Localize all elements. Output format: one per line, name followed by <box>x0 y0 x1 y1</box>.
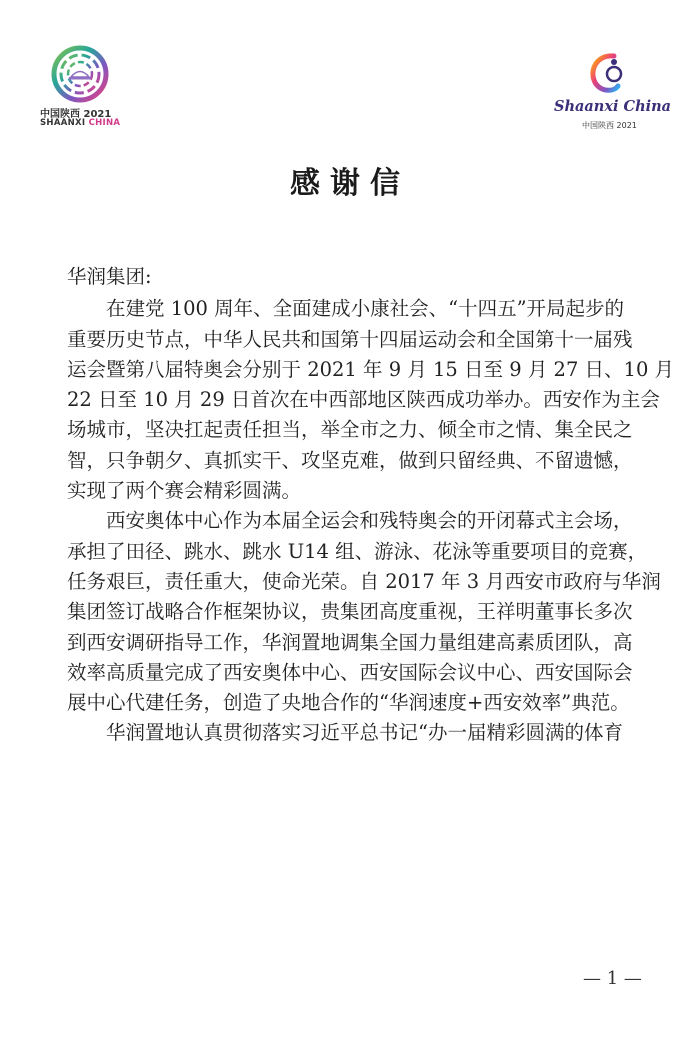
left-logo-en-main: SHAANXI <box>40 118 86 128</box>
games-logo-left <box>30 44 130 134</box>
document-title: 感谢信 <box>290 166 410 201</box>
letter-body <box>67 262 675 749</box>
left-logo-en-accent: CHINA <box>88 118 121 128</box>
body-line: 承担了田径、跳水、跳水 U14 组、游泳、花泳等重要项目的竞赛， <box>67 539 648 563</box>
body-line: 集团签订战略合作框架协议，贵集团高度重视，王祥明董事长多次 <box>67 600 633 624</box>
right-logo-script-text: Shaanxi China <box>554 98 672 115</box>
body-line: 到西安调研指导工作，华润置地调集全国力量组建高素质团队，高 <box>67 630 633 654</box>
body-line: 华润置地认真贯彻落实习近平总书记“办一届精彩圆满的体育 <box>67 721 623 745</box>
games-logo-right <box>548 50 670 134</box>
body-line: 在建党 100 周年、全面建成小康社会、“十四五”开局起步的 <box>67 297 625 321</box>
paralympic-games-emblem-icon <box>584 50 630 96</box>
body-line: 实现了两个赛会精彩圆满。 <box>67 479 302 503</box>
left-logo-cn-text: 中国陕西 2021 <box>40 109 112 120</box>
shaanxi-2021-games-emblem-icon <box>49 44 111 104</box>
body-line: 智，只争朝夕、真抓实干、攻坚克难，做到只留经典、不留遗憾， <box>67 448 633 472</box>
body-line: 22 日至 10 月 29 日首次在中西部地区陕西成功举办。西安作为主会 <box>67 388 660 412</box>
body-line: 任务艰巨，责任重大，使命光荣。自 2017 年 3 月西安市政府与华润 <box>67 569 661 593</box>
body-line: 重要历史节点，中华人民共和国第十四届运动会和全国第十一届残 <box>67 327 633 351</box>
body-line: 效率高质量完成了西安奥体中心、西安国际会议中心、西安国际会 <box>67 660 633 684</box>
salutation: 华润集团: <box>67 265 152 288</box>
right-logo-subtext: 中国陕西 2021 <box>582 121 637 130</box>
page-number: — 1 — <box>583 968 642 989</box>
left-logo-en-text <box>40 118 120 128</box>
body-line: 展中心代建任务，创造了央地合作的“华润速度+西安效率”典范。 <box>67 691 630 715</box>
body-line: 西安奥体中心作为本届全运会和残特奥会的开闭幕式主会场， <box>67 509 633 533</box>
body-line: 场城市，坚决扛起责任担当，举全市之力、倾全市之情、集全民之 <box>67 418 633 442</box>
body-line: 运会暨第八届特奥会分别于 2021 年 9 月 15 日至 9 月 27 日、10 月 <box>67 357 675 381</box>
